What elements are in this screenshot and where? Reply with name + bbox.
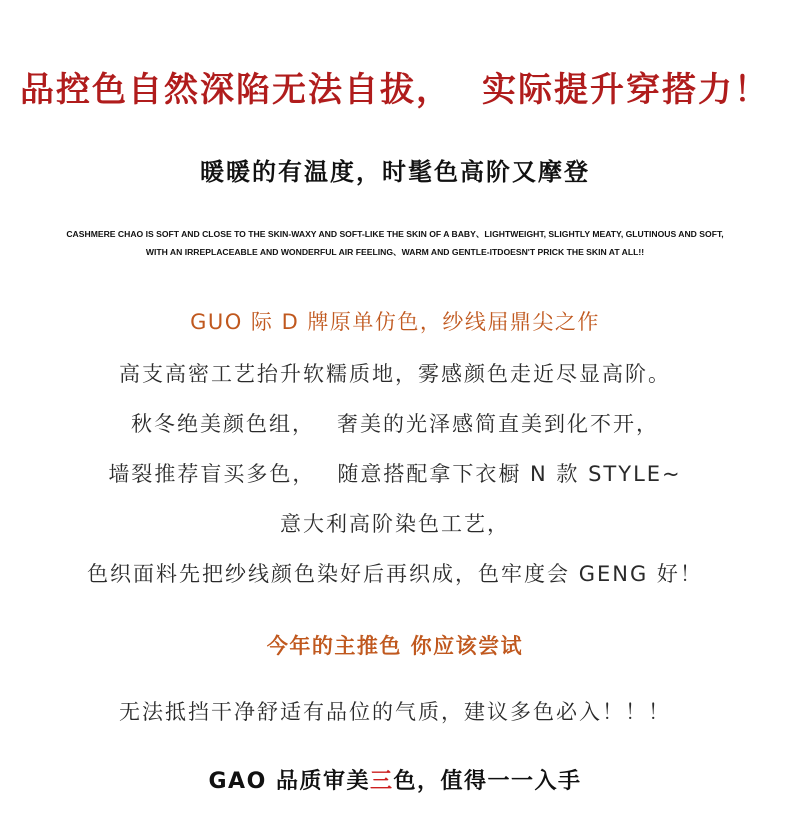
final-tagline-before: GAO 品质审美 [208, 769, 370, 794]
body-line-2a: 秋冬绝美颜色组， [131, 412, 315, 436]
recommend-heading: 今年的主推色 你应该尝试 [266, 634, 524, 658]
body-line-1: 高支高密工艺抬升软糯质地，雾感颜色走近尽显高阶。 [119, 362, 671, 386]
body-line-6: 无法抵挡干净舒适有品位的气质，建议多色必入！！！ [119, 700, 671, 724]
headline-part1: 品控色自然深陷无法自拔， [20, 70, 452, 110]
body-line-2 [0, 408, 790, 438]
body-line-2b: 奢美的光泽感简直美到化不开， [337, 412, 659, 436]
english-description-line2: WITH AN IRREPLACEABLE AND WONDERFUL AIR FEELING、WARM AND GENTLE-ITDOESN'T PRICK THE SKIN AT ALL!! [145, 247, 645, 257]
subheadline: 暖暖的有温度，时髦色高阶又摩登 [200, 158, 590, 186]
brand-accent-line: GUO 际 D 牌原单仿色，纱线届鼎尖之作 [190, 310, 600, 334]
final-tagline [0, 764, 790, 795]
headline [0, 62, 790, 111]
body-line-3a: 墙裂推荐盲买多色， [108, 462, 316, 486]
body-line-3b: 随意搭配拿下衣橱 N 款 STYLE~ [337, 462, 682, 486]
english-description-line1: CASHMERE CHAO IS SOFT AND CLOSE TO THE SKIN-WAXY AND SOFT-LIKE THE SKIN OF A BABY、LIGHTWEIGHT, SLIGHTLY MEATY, GLUTINOUS AND SOFT, [66, 229, 724, 239]
final-tagline-highlight: 三 [369, 769, 394, 794]
body-line-3 [0, 458, 790, 488]
headline-part2: 实际提升穿搭力！ [482, 70, 770, 110]
final-tagline-after: 色，值得一一入手 [393, 769, 582, 794]
body-line-4: 意大利高阶染色工艺， [280, 512, 510, 536]
body-line-5: 色织面料先把纱线颜色染好后再织成，色牢度会 GENG 好！ [87, 562, 703, 586]
